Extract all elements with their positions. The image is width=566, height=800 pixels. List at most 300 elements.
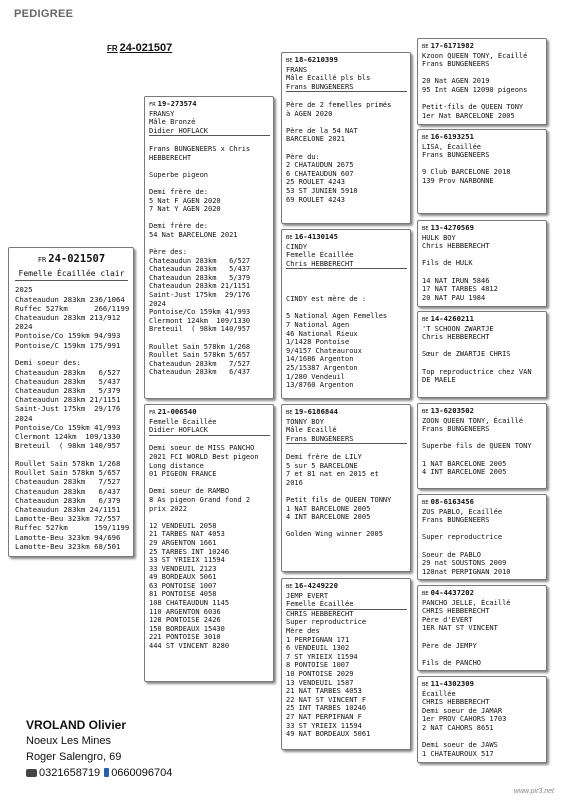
- detail-line: Chateaudun 283km 6/437: [149, 368, 251, 377]
- sire-sire-name: FRANS: [286, 65, 308, 74]
- detail-line: Roullet Sain 578km 5/657: [15, 468, 121, 478]
- detail-line: 49 NAT BORDEAUX 5061: [286, 730, 371, 739]
- detail-line: Écaillée: [422, 689, 456, 698]
- detail-line: [149, 179, 270, 188]
- country-code: BE: [422, 591, 429, 597]
- detail-line: Sœur de ZWARTJE CHRIS: [422, 350, 511, 359]
- detail-line: 2021 FCI WORLD Best pigeon: [149, 452, 259, 461]
- detail-line: 33 ST YRIEIX 11594: [149, 556, 225, 565]
- detail-line: ZUS PABLO, Écaillée: [422, 507, 503, 516]
- sire-dam-details: [286, 269, 407, 389]
- detail-line: Demi frère de LILY: [286, 452, 362, 461]
- detail-line: 21 TARBES NAT 4053: [149, 530, 225, 539]
- gg-details: [422, 52, 543, 121]
- detail-line: HULK BOY: [422, 233, 456, 242]
- detail-line: ZOON QUEEN TONY, Écaillé: [422, 416, 524, 425]
- sire-dam-name: CINDY: [286, 242, 308, 251]
- sire-card: [144, 96, 274, 399]
- subject-card: [8, 247, 134, 557]
- detail-line: Chris HEBBERECHT: [422, 242, 490, 251]
- country-code: BE: [422, 682, 429, 688]
- detail-line: 20 NAT PAU 1984: [422, 293, 486, 302]
- detail-line: Golden Wing winner 2005: [286, 530, 383, 539]
- detail-line: 1 NAT BARCELONE 2005: [286, 504, 371, 513]
- detail-line: 5 National Agen Femelles: [286, 312, 388, 321]
- detail-line: Fils de PANCHO: [422, 658, 482, 667]
- detail-line: 01 PIGEON FRANCE: [149, 470, 217, 479]
- gg-details: [422, 508, 543, 577]
- dam-ring: [149, 408, 270, 418]
- country-code: BE: [422, 44, 429, 50]
- detail-line: [422, 251, 543, 260]
- detail-line: 13 VENDEUIL 1587: [286, 678, 354, 687]
- dam-dam-details: [286, 618, 407, 738]
- detail-line: 4 INT BARCELONE 2005: [286, 513, 371, 522]
- detail-line: 9/4157 Chateauroux: [286, 346, 362, 355]
- detail-line: 1 NAT BARCELONE 2005: [422, 459, 507, 468]
- detail-line: [286, 269, 407, 278]
- gg-ring: [422, 133, 543, 143]
- owner-name: VROLAND Olivier: [26, 718, 127, 732]
- detail-line: [149, 240, 270, 249]
- top-ring-number: [107, 42, 172, 54]
- detail-line: [15, 350, 128, 359]
- detail-line: 110 ARGENTON 6036: [149, 607, 221, 616]
- gg-ring: [422, 498, 543, 508]
- detail-line: LISA, Écaillée: [422, 142, 482, 151]
- detail-line: Chateaudun 283km 236/1064: [15, 294, 125, 304]
- detail-line: Super reproductrice: [422, 533, 503, 542]
- detail-line: 1 CHATEAUROUX 517: [422, 749, 494, 758]
- dam-color: Femelle Écaillée: [149, 417, 217, 426]
- detail-line: [422, 342, 543, 351]
- detail-line: [149, 136, 270, 145]
- detail-line: 25 ROULET 4243: [286, 178, 346, 187]
- detail-line: 120nat PERPIGNAN 2010: [422, 567, 511, 576]
- gg-card-1: [417, 38, 547, 125]
- subject-ring: [15, 255, 128, 265]
- dam-owner: Didier HOFLACK: [149, 426, 270, 436]
- mobile-icon: [104, 768, 109, 777]
- ring-number: 11-4302309: [430, 679, 474, 688]
- detail-line: Pontoise/Co 159km 41/993: [15, 422, 121, 432]
- detail-line: Clermont 124km 109/1330: [15, 432, 121, 442]
- dam-sire-ring: [286, 408, 407, 418]
- detail-line: [422, 525, 543, 534]
- detail-line: Demi soeur de JAMAR: [422, 706, 503, 715]
- detail-line: [286, 92, 407, 101]
- detail-line: Breteuil ( 98km 140/957: [15, 441, 121, 451]
- detail-line: 128 PONTOISE 2426: [149, 616, 221, 625]
- country-code: FR: [149, 410, 156, 416]
- detail-line: 29 nat SOUSTONS 2009: [422, 559, 507, 568]
- ring-number: 04-4437202: [430, 588, 474, 597]
- ring-number: 16-4249220: [294, 581, 338, 590]
- gg-ring: [422, 42, 543, 52]
- sire-dam-color: Femelle Écaillée: [286, 251, 354, 260]
- detail-line: [422, 95, 543, 104]
- sire-ring: [149, 100, 270, 110]
- country-code: BE: [422, 317, 429, 323]
- detail-line: CHRIS HEBBERECHT: [422, 698, 490, 707]
- detail-line: 1/1428 Pontoise: [286, 338, 350, 347]
- detail-line: 6 VENDEUIL 1302: [286, 644, 350, 653]
- detail-line: Chateaudun 283km 6/379: [15, 495, 121, 505]
- detail-line: Chateaudun 283km 21/1151: [15, 395, 121, 405]
- detail-line: 7 et 81 nat en 2015 et: [286, 470, 379, 479]
- gg-details: [422, 599, 543, 668]
- detail-line: 54 Nat BARCELONE 2021: [149, 230, 238, 239]
- owner-mobile[interactable]: 0660096704: [111, 767, 173, 779]
- detail-line: 150 BORDEAUX 15430: [149, 624, 225, 633]
- detail-line: Kzoon QUEEN TONY, Écaillé: [422, 51, 528, 60]
- gg-card-3: [417, 220, 547, 307]
- ring-number: 16-4130145: [294, 232, 338, 241]
- detail-line: 10 PONTOISE 2029: [286, 669, 354, 678]
- gg-details: [422, 325, 543, 385]
- subject-sex: Femelle Écaillée clair: [15, 269, 128, 281]
- detail-line: Pontoise/Co 159km 94/993: [15, 331, 121, 341]
- detail-line: 25 TARBES INT 10246: [149, 547, 230, 556]
- dam-sire-owner: Frans BUNGENEERS: [286, 435, 407, 445]
- ring-number: 08-6163456: [430, 497, 474, 506]
- detail-line: Père de 2 femelles primés: [286, 100, 392, 109]
- gg-card-8: [417, 676, 547, 763]
- gg-card-5: [417, 403, 547, 489]
- detail-line: DE MAELE: [422, 376, 456, 385]
- ring-number: 14-4260211: [430, 314, 474, 323]
- country-code: BE: [286, 410, 293, 416]
- detail-line: Chateaudun 283km 5/379: [149, 273, 251, 282]
- detail-line: Ruffec 527km 159/1199: [15, 523, 130, 533]
- detail-line: Breteuil ( 98km 140/957: [149, 325, 251, 334]
- detail-line: Demi frère de:: [149, 222, 209, 231]
- detail-line: Chateaudun 283km 6/527: [149, 256, 251, 265]
- detail-line: Demi soeur des:: [15, 358, 81, 368]
- detail-line: Chateaudun 283km 5/379: [15, 386, 121, 396]
- dam-dam-owner: CHRIS HEBBERECHT: [286, 609, 354, 618]
- detail-line: 444 ST VINCENT 8280: [149, 642, 230, 651]
- detail-line: Soeur de PABLO: [422, 550, 482, 559]
- country-code: BE: [422, 500, 429, 506]
- ring-number: 19-6186844: [294, 407, 338, 416]
- country-code: BE: [286, 58, 293, 64]
- detail-line: 14/1686 Argenton: [286, 355, 354, 364]
- ring-number: 18-6210399: [294, 55, 338, 64]
- phone-icon: [26, 769, 37, 777]
- detail-line: [422, 359, 543, 368]
- detail-line: Père de la 54 NAT: [286, 126, 358, 135]
- detail-line: [149, 162, 270, 171]
- detail-line: Super reproductrice: [286, 618, 367, 627]
- detail-line: 5 sur 5 BARCELONE: [286, 461, 358, 470]
- detail-line: Saint-Just 175km 29/176: [15, 404, 121, 414]
- detail-line: 7 Nat Y AGEN 2020: [149, 205, 221, 214]
- detail-line: 4 INT BARCELONE 2005: [422, 468, 507, 477]
- detail-line: Lamotte-Beu 323km 72/557: [15, 514, 121, 524]
- detail-line: Frans BUNGENEERS: [422, 425, 490, 434]
- detail-line: HEBBERECHT: [149, 153, 192, 162]
- country-code: FR: [37, 256, 47, 264]
- detail-line: Fils de HULK: [422, 259, 473, 268]
- gg-details: [422, 417, 543, 477]
- detail-line: [422, 451, 543, 460]
- detail-line: 13/8760 Argenton: [286, 381, 354, 390]
- detail-line: [422, 434, 543, 443]
- owner-phone[interactable]: 0321658719: [39, 767, 101, 779]
- country-code: BE: [422, 409, 429, 415]
- detail-line: Top reproductrice chez VAN: [422, 367, 532, 376]
- detail-line: Petit fils de QUEEN TONNY: [286, 495, 392, 504]
- detail-line: 27 NAT PERPIFNAN F: [286, 712, 362, 721]
- detail-line: 63 PONTOISE 1007: [149, 581, 217, 590]
- country-code: BE: [286, 235, 293, 241]
- sire-owner: Didier HOFLACK: [149, 127, 270, 137]
- detail-line: 49 BORDEAUX 5061: [149, 573, 217, 582]
- detail-line: [149, 479, 270, 488]
- country-code: BE: [286, 584, 293, 590]
- detail-line: [286, 278, 407, 287]
- sire-name: FRANSY: [149, 109, 175, 118]
- ring-number: 24-021507: [119, 42, 173, 54]
- detail-line: 7 ST YRIEIX 11594: [286, 652, 358, 661]
- detail-line: Chris HEBBERECHT: [422, 333, 490, 342]
- dam-sire-details: [286, 444, 407, 539]
- detail-line: [149, 436, 270, 445]
- detail-line: [422, 542, 543, 551]
- dam-dam-card: [281, 578, 411, 750]
- detail-line: [286, 287, 407, 296]
- gg-ring: [422, 589, 543, 599]
- owner-city: Noeux Les Mines: [26, 735, 111, 747]
- sire-color: Mâle Bronzé: [149, 118, 196, 127]
- gg-card-2: [417, 129, 547, 214]
- sire-details: [149, 136, 270, 377]
- detail-line: [422, 160, 543, 169]
- detail-line: [286, 144, 407, 153]
- detail-line: Frans BUNGENEERS: [422, 516, 490, 525]
- detail-line: Chateaudun 283km 7/527: [149, 359, 251, 368]
- detail-line: Frans BUNGENEERS: [422, 60, 490, 69]
- detail-line: [149, 513, 270, 522]
- dam-sire-name: TONNY BOY: [286, 417, 324, 426]
- detail-line: Frans BUNGENEERS x Chris: [149, 144, 251, 153]
- gg-ring: [422, 315, 543, 325]
- detail-line: [15, 450, 128, 459]
- sire-sire-owner: Frans BUNGENEERS: [286, 83, 407, 93]
- gg-details: [422, 234, 543, 303]
- detail-line: 139 Prov NARBONNE: [422, 176, 494, 185]
- sire-sire-color: Mâle Écaillé pls bls: [286, 74, 371, 83]
- dam-card: [144, 404, 274, 682]
- detail-line: 29 ARGENTON 1661: [149, 538, 217, 547]
- dam-dam-ring: [286, 582, 407, 592]
- ring-number: 13-6203502: [430, 406, 474, 415]
- detail-line: [286, 118, 407, 127]
- sire-dam-card: [281, 229, 411, 399]
- detail-line: 8 PONTOISE 1007: [286, 661, 350, 670]
- detail-line: [286, 304, 407, 313]
- detail-line: [422, 733, 543, 742]
- detail-line: Ruffec 527km 266/1199: [15, 303, 130, 313]
- detail-line: 1/280 Vendeuil: [286, 372, 346, 381]
- detail-line: Père du:: [286, 152, 320, 161]
- ring-number: 17-6171982: [430, 41, 474, 50]
- dam-sire-card: [281, 404, 411, 572]
- detail-line: Pontoise/C 159km 175/991: [15, 340, 121, 350]
- gg-details: [422, 690, 543, 759]
- detail-line: 2024: [149, 299, 166, 308]
- detail-line: 1er PROV CAHORS 1703: [422, 715, 507, 724]
- detail-line: [422, 268, 543, 277]
- sire-dam-ring: [286, 233, 407, 243]
- detail-line: Père d'EVERT: [422, 615, 473, 624]
- gg-ring: [422, 407, 543, 417]
- detail-line: Superbe fils de QUEEN TONY: [422, 442, 532, 451]
- gg-card-7: [417, 585, 547, 671]
- detail-line: Superbe pigeon: [149, 170, 209, 179]
- detail-line: 14 NAT IRUN 5846: [422, 276, 490, 285]
- detail-line: 2024: [15, 322, 33, 332]
- ring-number: 21-006540: [157, 407, 197, 416]
- detail-line: Lamotte-Beu 323km 94/696: [15, 532, 121, 542]
- gg-details: [422, 143, 543, 186]
- detail-line: 1 PERPIGNAN 171: [286, 635, 350, 644]
- detail-line: 69 ROULET 4243: [286, 195, 346, 204]
- detail-line: PANCHO JELLE, Écaillé: [422, 598, 511, 607]
- ring-number: 16-6193251: [430, 132, 474, 141]
- detail-line: [422, 633, 543, 642]
- owner-street: Roger Salengro, 69: [26, 751, 122, 763]
- detail-line: Père de JEMPY: [422, 641, 477, 650]
- detail-line: 9 Club BARCELONE 2018: [422, 168, 511, 177]
- detail-line: Chateaudun 283km 5/437: [15, 376, 121, 386]
- detail-line: 12 VENDEUIL 2058: [149, 521, 217, 530]
- detail-line: [422, 650, 543, 659]
- detail-line: 33 ST YRIEIX 11594: [286, 721, 362, 730]
- detail-line: Chateaudun 283km 6/437: [15, 486, 121, 496]
- detail-line: 1ER NAT ST VINCENT: [422, 624, 498, 633]
- detail-line: BARCELONE 2021: [286, 135, 346, 144]
- detail-line: 8 As pigeon Grand fond 2: [149, 495, 251, 504]
- detail-line: 2016: [286, 478, 303, 487]
- detail-line: Père des:: [149, 248, 187, 257]
- detail-line: [286, 444, 407, 453]
- detail-line: 33 VENDEUIL 2123: [149, 564, 217, 573]
- detail-line: 20 Nat AGEN 2019: [422, 77, 490, 86]
- detail-line: Chateaudun 283km 6/527: [15, 367, 121, 377]
- detail-line: à AGEN 2020: [286, 109, 333, 118]
- detail-line: Lamotte-Beu 323km 68/501: [15, 541, 121, 551]
- detail-line: 21 NAT TARBES 4053: [286, 687, 362, 696]
- gg-card-6: [417, 494, 547, 580]
- detail-line: 221 PONTOISE 3010: [149, 633, 221, 642]
- detail-line: 6 CHATEAUDUN 607: [286, 169, 354, 178]
- country-code: FR: [149, 102, 156, 108]
- sire-dam-owner: Chris HEBBERECHT: [286, 260, 407, 270]
- detail-line: Frans BUNGENEERS: [422, 151, 490, 160]
- sire-sire-ring: [286, 56, 407, 66]
- detail-line: Chateaudun 283km 7/527: [15, 477, 121, 487]
- detail-line: Chateaudun 283km 213/912: [15, 313, 121, 323]
- dam-details: [149, 436, 270, 651]
- gg-ring: [422, 224, 543, 234]
- detail-line: CINDY est mère de :: [286, 295, 367, 304]
- detail-line: Petit-fils de QUEEN TONY: [422, 103, 524, 112]
- detail-line: Demi soeur de RAMBO: [149, 487, 230, 496]
- detail-line: Roullet Sain 578km 5/657: [149, 351, 251, 360]
- ring-number: 13-4270569: [430, 223, 474, 232]
- detail-line: Demi soeur de JAWS: [422, 741, 498, 750]
- dam-dam-name: JEMP EVERT: [286, 591, 329, 600]
- detail-line: [422, 69, 543, 78]
- detail-line: 'T SCHOON ZWARTJE: [422, 324, 494, 333]
- dam-dam-color: Femelle Écaillée: [286, 600, 407, 610]
- watermark: www.pir3.net: [513, 788, 554, 795]
- ring-number: 24-021507: [48, 253, 106, 265]
- detail-line: Mère des: [286, 626, 320, 635]
- detail-line: prix 2022: [149, 504, 187, 513]
- page-header: PEDIGREE: [14, 8, 74, 20]
- detail-line: 5 Nat F AGEN 2020: [149, 196, 221, 205]
- detail-line: 46 National Rieux: [286, 329, 358, 338]
- detail-line: Clermont 124km 109/1330: [149, 316, 251, 325]
- detail-line: [149, 214, 270, 223]
- detail-line: Saint-Just 175km 29/176: [149, 291, 251, 300]
- detail-line: [149, 334, 270, 343]
- detail-line: 25 INT TARBES 10246: [286, 704, 367, 713]
- sire-sire-details: [286, 92, 407, 204]
- detail-line: 53 ST JUNIEN 5910: [286, 186, 358, 195]
- country-code: BE: [422, 226, 429, 232]
- subject-details: [15, 285, 128, 551]
- detail-line: Chateaudun 283km 24/1151: [15, 505, 121, 515]
- detail-line: Demi soeur de MISS PANCHO: [149, 444, 255, 453]
- detail-line: Demi frère de:: [149, 187, 209, 196]
- detail-line: 22 NAT ST VINCENT F: [286, 695, 367, 704]
- gg-card-4: [417, 311, 547, 398]
- dam-sire-color: Mâle Écaillé: [286, 426, 337, 435]
- detail-line: CHRIS HEBBERECHT: [422, 607, 490, 616]
- detail-line: Pontoise/Co 159km 41/993: [149, 308, 251, 317]
- detail-line: 2 CHATAUDUN 2675: [286, 161, 354, 170]
- detail-line: 108 CHATEAUDUN 1145: [149, 599, 230, 608]
- detail-line: Long distance: [149, 461, 204, 470]
- ring-number: 19-273574: [157, 99, 197, 108]
- detail-line: [286, 487, 407, 496]
- owner-block: [26, 717, 172, 781]
- detail-line: Roullet Sain 578km 1/268: [149, 342, 251, 351]
- detail-line: 2025: [15, 285, 33, 295]
- detail-line: 1er Nat BARCELONE 2005: [422, 111, 515, 120]
- detail-line: 81 PONTOISE 4058: [149, 590, 217, 599]
- detail-line: 2 NAT CAHORS 8651: [422, 723, 494, 732]
- detail-line: 17 NAT TARBES 4812: [422, 285, 498, 294]
- detail-line: Chateaudun 283km 21/1151: [149, 282, 251, 291]
- detail-line: 25/15387 Argenton: [286, 363, 358, 372]
- detail-line: Chateaudun 283km 5/437: [149, 265, 251, 274]
- country-code: BE: [422, 135, 429, 141]
- gg-ring: [422, 680, 543, 690]
- detail-line: [286, 522, 407, 531]
- detail-line: Roullet Sain 578km 1/268: [15, 459, 121, 469]
- sire-sire-card: [281, 52, 411, 224]
- detail-line: 7 National Agen: [286, 320, 350, 329]
- owner-contacts: [26, 765, 172, 781]
- detail-line: 95 Int AGEN 12090 pigeons: [422, 85, 528, 94]
- country-code: FR: [107, 44, 118, 53]
- detail-line: 2024: [15, 413, 33, 423]
